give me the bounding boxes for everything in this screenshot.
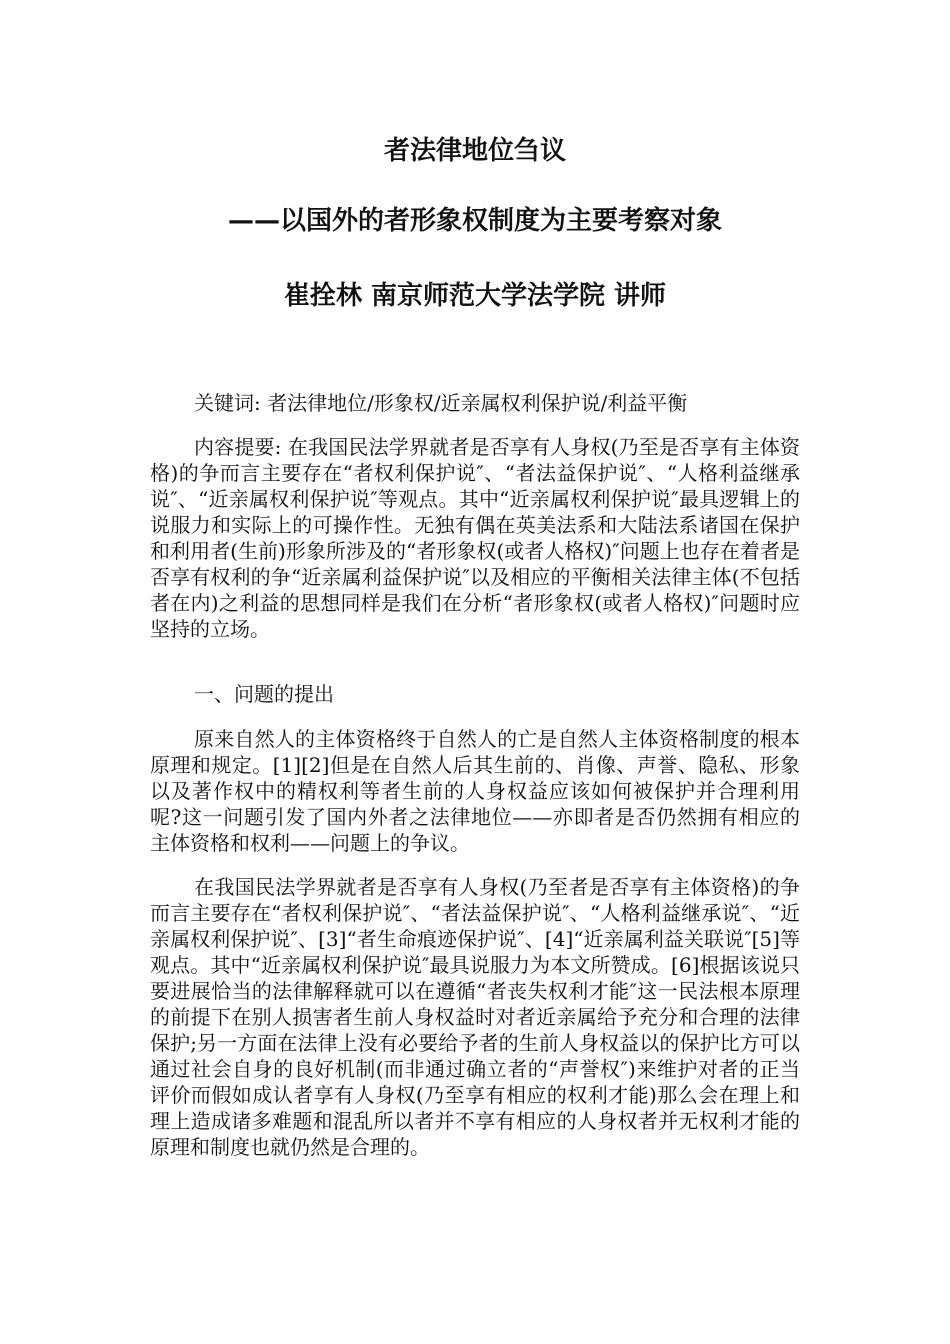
section-heading: 一、问题的提出 (194, 682, 334, 706)
document-title: 者法律地位刍议 (383, 136, 566, 166)
keywords-line: 关键词: 者法律地位/形象权/近亲属权利保护说/利益平衡 (194, 391, 688, 415)
abstract-paragraph: 内容提要: 在我国民法学界就者是否享有人身权(乃至是否享有主体资格)的争而言主要存在“者权利保护说″、“者法益保护说″、“人格利益继承说″、“近亲属权利保护说″等观点。其中“近亲属权利保护说″最具逻辑上的说服力和实际上的可操作性。无独有偶在英美法系和大陆法系诸国在保护和利用者(生前)形象所涉及的“者形象权(或者人格权)″问题上也存在着者是否享有权利的争“近亲属利益保护说″以及相应的平衡相关法律主体(不包括者在内)之利益的思想同样是我们在分析“者形象权(或者人格权)″问题时应坚持的立场。 (150, 435, 800, 641)
document-subtitle: ——以国外的者形象权制度为主要考察对象 (227, 206, 722, 236)
body-paragraph: 在我国民法学界就者是否享有人身权(乃至者是否享有主体资格)的争而言主要存在“者权利保护说″、“者法益保护说″、“人格利益继承说″、“近亲属权利保护说″、[3]“者生命痕迹保护说″、[4]“近亲属利益关联说″[5]等观点。其中“近亲属权利保护说″最具说服力为本文所赞成。[6]根据该说只要进展恰当的法律解释就可以在遵循“者丧失权利才能″这一民法根本原理的前提下在别人损害者生前人身权益时对者近亲属给予充分和合理的法律保护;另一方面在法律上没有必要给予者的生前人身权益以的保护比方可以通过社会自身的良好机制(而非通过确立者的“声誉权″)来维护对者的正当评价而假如成认者享有人身权(乃至享有相应的权利才能)那么会在理上和理上造成诸多难题和混乱所以者并不享有相应的人身权者并无权利才能的原理和制度也就仍然是合理的。 (150, 875, 800, 1159)
author-line: 崔拴林 南京师范大学法学院 讲师 (283, 281, 667, 311)
body-paragraph: 原来自然人的主体资格终于自然人的亡是自然人主体资格制度的根本原理和规定。[1][2]但是在自然人后其生前的、肖像、声誉、隐私、形象以及著作权中的精权利等者生前的人身权益应该如何被保护并合理利用呢?这一问题引发了国内外者之法律地位——亦即者是否仍然拥有相应的主体资格和权利——问题上的争议。 (150, 727, 800, 855)
